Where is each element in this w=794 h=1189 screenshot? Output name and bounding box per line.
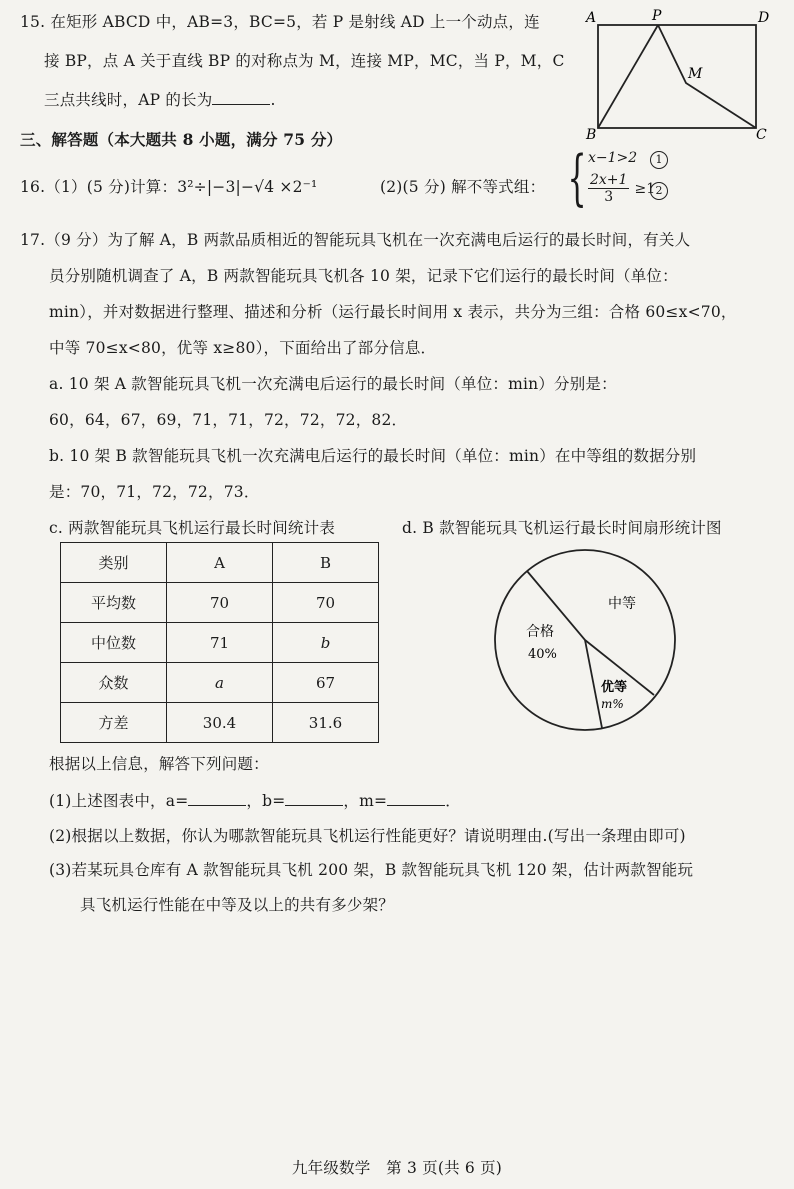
- inequality-2-rhs: ≥1: [634, 181, 656, 197]
- table-header-cell: B: [273, 543, 379, 583]
- q15-line2: 接 BP，点 A 关于直线 BP 的对称点为 M，连接 MP，MC，当 P，M，C: [44, 52, 565, 70]
- info-c-title: c. 两款智能玩具飞机运行最长时间统计表: [49, 519, 336, 537]
- pie-chart: [490, 545, 680, 735]
- table-cell: 方差: [61, 703, 167, 743]
- label-d: D: [758, 10, 770, 26]
- segment-bp: [598, 25, 658, 128]
- table-cell: 30.4: [167, 703, 273, 743]
- section-heading: 三、解答题（本大题共 8 小题，满分 75 分）: [20, 130, 343, 149]
- table-cell: 71: [167, 623, 273, 663]
- table-row: [61, 623, 379, 663]
- info-b-line1: b. 10 架 B 款智能玩具飞机一次充满电后运行的最长时间（单位：min）在中等组的数据分别: [49, 447, 697, 465]
- inequality-system: [566, 143, 686, 218]
- table-cell: 中位数: [61, 623, 167, 663]
- table-row: [61, 703, 379, 743]
- inequality-2: [588, 172, 655, 205]
- table-cell: 67: [273, 663, 379, 703]
- fraction: [588, 172, 629, 205]
- table-cell: b: [273, 623, 379, 663]
- table-row: [61, 663, 379, 703]
- table-cell: 70: [167, 583, 273, 623]
- q15-period: .: [270, 91, 276, 109]
- table-row: [61, 583, 379, 623]
- q15-line3: [44, 88, 276, 110]
- sub-questions-intro: 根据以上信息，解答下列问题：: [49, 755, 269, 773]
- page-footer: 九年级数学 第 3 页(共 6 页): [291, 1159, 503, 1177]
- q17-intro-line1: 17.（9 分）为了解 A，B 两款品质相近的智能玩具飞机在一次充满电后运行的最长时间，有关人: [20, 231, 691, 249]
- answer-blank-a[interactable]: [188, 791, 246, 806]
- sub-question-1: [49, 789, 461, 811]
- circled-one: 1: [650, 151, 668, 169]
- q15-line1: 15. 在矩形 ABCD 中，AB=3，BC=5，若 P 是射线 AD 上一个动点，连: [20, 13, 540, 31]
- label-c: C: [756, 127, 767, 143]
- sub-question-2: (2)根据以上数据，你认为哪款智能玩具飞机运行性能更好？请说明理由.(写出一条理由即可): [49, 827, 686, 845]
- info-a-data: 60，64，67，69，71，71，72，72，72，82．: [49, 411, 408, 429]
- q17-intro-line4: 中等 70≤x<80，优等 x≥80），下面给出了部分信息．: [49, 339, 437, 357]
- q17-intro-line3: min），并对数据进行整理、描述和分析（运行最长时间用 x 表示，共分为三组：合格 60≤x<70，: [49, 303, 737, 321]
- stats-table: [60, 542, 379, 743]
- sub-question-3-line1: (3)若某玩具仓库有 A 款智能玩具飞机 200 架，B 款智能玩具飞机 120 架，估计两款智能玩: [49, 861, 694, 879]
- pie-pct-pass: 40%: [528, 647, 557, 662]
- inequality-1: x−1>2: [588, 150, 638, 166]
- q16-part1: 16.（1）(5 分)计算：3²÷|−3|−√4 ×2⁻¹: [20, 178, 318, 196]
- sub-question-3-line2: 具飞机运行性能在中等及以上的共有多少架？: [80, 896, 395, 914]
- pie-divider-bottom: [585, 640, 602, 728]
- q17-intro-line2: 员分别随机调查了 A，B 两款智能玩具飞机各 10 架，记录下它们运行的最长时间（单位：: [49, 267, 678, 285]
- table-header-cell: 类别: [61, 543, 167, 583]
- fraction-numerator: 2x+1: [590, 172, 628, 188]
- label-b: B: [586, 127, 597, 143]
- circled-two: 2: [650, 182, 668, 200]
- segment-pmc: [658, 25, 756, 128]
- info-d-title: d. B 款智能玩具飞机运行最长时间扇形统计图: [402, 519, 722, 537]
- q16-part2: (2)(5 分) 解不等式组：: [380, 178, 546, 196]
- label-a: A: [586, 10, 597, 26]
- table-cell: a: [167, 663, 273, 703]
- answer-blank-b[interactable]: [285, 791, 343, 806]
- pie-pct-top: m%: [601, 697, 624, 711]
- table-row: [61, 543, 379, 583]
- pie-label-pass: 合格: [526, 624, 554, 640]
- pie-label-top: 优等: [601, 680, 628, 695]
- table-cell: 31.6: [273, 703, 379, 743]
- answer-blank[interactable]: [212, 90, 270, 105]
- label-m: M: [688, 66, 703, 82]
- label-p: P: [652, 8, 662, 24]
- rectangle-figure: [580, 8, 780, 143]
- b-label: ，b=: [246, 792, 286, 810]
- fraction-denominator: 3: [604, 189, 614, 205]
- info-a-line1: a. 10 架 A 款智能玩具飞机一次充满电后运行的最长时间（单位：min）分别是：: [49, 375, 617, 393]
- sub-question-1-text: (1)上述图表中，a=: [49, 792, 189, 810]
- period: ．: [445, 792, 461, 810]
- brace-symbol: {: [567, 143, 587, 213]
- info-b-line2: 是：70，71，72，72，73．: [49, 483, 260, 501]
- m-label: ，m=: [343, 792, 388, 810]
- answer-blank-m[interactable]: [387, 791, 445, 806]
- q15-line3-text: 三点共线时，AP 的长为: [44, 91, 213, 109]
- table-header-cell: A: [167, 543, 273, 583]
- pie-label-mid: 中等: [608, 596, 636, 612]
- table-cell: 平均数: [61, 583, 167, 623]
- table-cell: 众数: [61, 663, 167, 703]
- table-cell: 70: [273, 583, 379, 623]
